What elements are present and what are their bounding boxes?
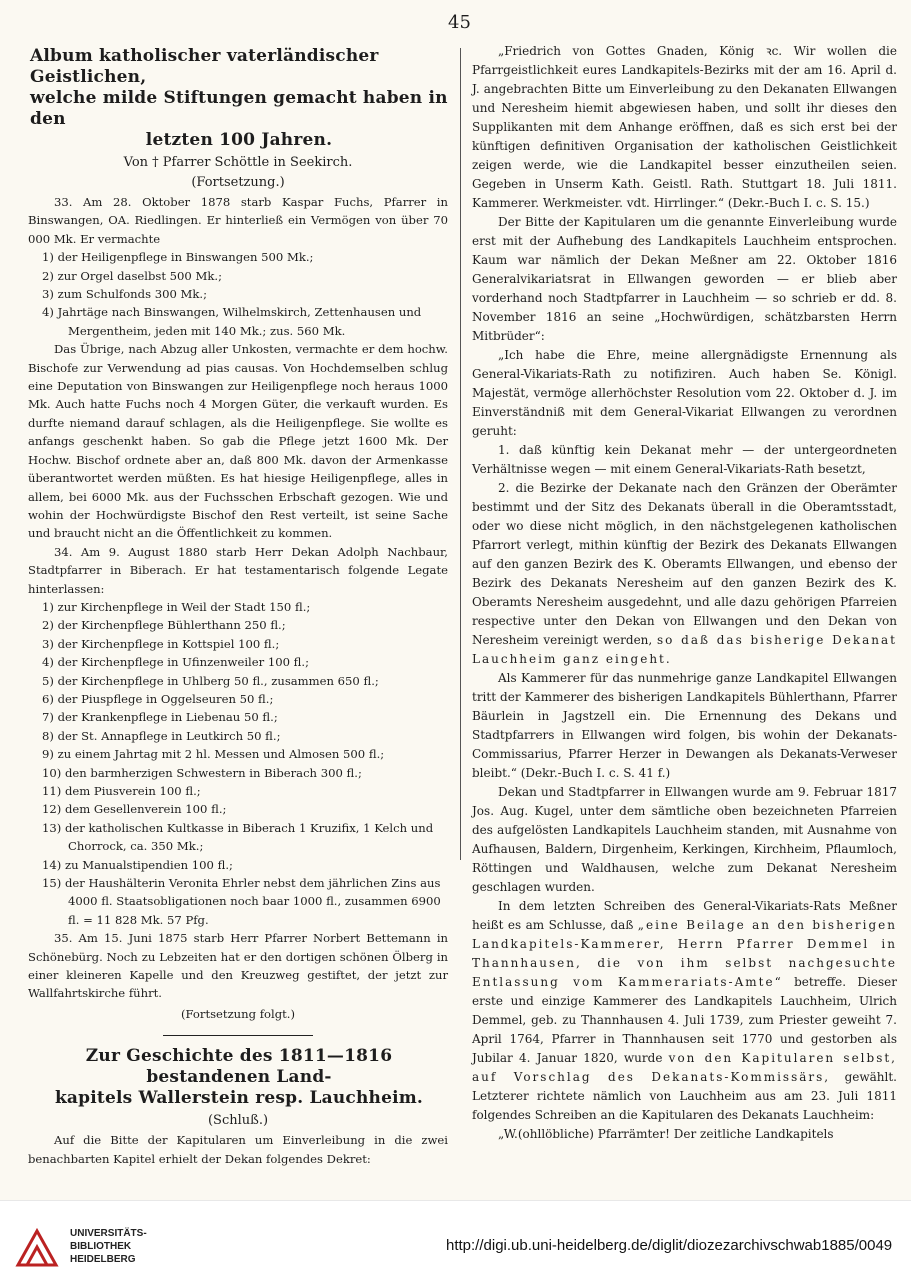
text-span: In dem letzten Schreiben des General-Vikariats-Rats Meßner heißt es am Schlusse, daß <box>472 899 897 932</box>
list-item: 8) der St. Annapflege in Leutkirch 50 fl.; <box>42 728 281 743</box>
list-item: 12) dem Gesellenverein 100 fl.; <box>42 802 227 817</box>
paragraph: Dekan und Stadtpfarrer in Ellwangen wurde am 9. Februar 1817 Jos. Aug. Kugel, unter dem sämtliche oben bezeichneten Pfarreien des aufgelösten Landkapitels Lauchheim standen, mit Ausnahme von Aufhausen, Baldern, Dirgenheim, Kerkingen, Kirchheim, Pflaumloch, Röttingen und Waldhausen, welche zum Dekanat Neresheim geschlagen wurden. <box>472 785 897 894</box>
library-name-line1: UNIVERSITÄTS- <box>70 1228 147 1239</box>
paragraph: Der Bitte der Kapitularen um die genannte Einverleibung wurde erst mit der Aufhebung des Landkapitels Lauchheim entsprochen. Kaum war nämlich der Dekan Meßner am 22. Oktober 1816 Generalvikariatsrat in Ellwangen geworden — er blieb aber vorderhand noch Stadtpfarrer in Lauchheim — so schrieb er dd. 8. November 1816 an seine „Hochwürdigen, schätzbarsten Herrn Mitbrüder“: <box>472 215 897 343</box>
history-article-title <box>30 1046 448 1109</box>
album-title-line1: Album katholischer vaterländischer Geistlichen, <box>30 46 379 87</box>
section-rule <box>163 1035 313 1036</box>
library-name <box>70 1227 147 1266</box>
paragraph: Als Kammerer für das nunmehrige ganze Landkapitel Ellwangen tritt der Kammerer des bisherigen Landkapitels Bühlerthann, Pfarrer Bäurlein in Jagstzell ein. Die Ernennung des Dekans und Stadtpfarrers in Ellwangen wird folgen, bis wohin der Dekanats-Commissarius, Pfarrer Herzer in Dewangen als Dekanats-Verweser bleibt.“ (Dekr.-Buch I. c. S. 41 f.) <box>472 671 897 780</box>
history-title-line2: kapitels Wallerstein resp. Lauchheim. <box>54 1088 424 1109</box>
page-number: 45 <box>448 12 471 33</box>
left-column <box>28 42 448 1168</box>
library-name-line3: HEIDELBERG <box>70 1254 136 1265</box>
album-title-line3: letzten 100 Jahren. <box>145 130 333 150</box>
list-item: 4) der Kirchenpflege in Ufinzenweiler 100 fl.; <box>42 655 309 670</box>
list-item: 5) der Kirchenpflege in Uhlberg 50 fl., zusammen 650 fl.; <box>42 673 379 688</box>
paragraph-34: 34. Am 9. August 1880 starb Herr Dekan Adolph Nachbaur, Stadtpfarrer in Biberach. Er hat testamentarisch folgende Legate hinterlassen: <box>28 544 448 596</box>
to-be-continued: (Fortsetzung folgt.) <box>180 1006 295 1021</box>
letter-paragraph: „Ich habe die Ehre, meine allergnädigste Ernennung als General-Vikariats-Rath zu notifiziren. Auch haben Se. Königl. Majestät, vermöge allerhöchster Resolution vom 22. Oktober d. J. im Einverständniß mit dem General-Vikariat Ellwangen zu verordnen geruht: <box>472 348 897 438</box>
text-span: betreffe. Dieser erste und einzige Kammerer des Landkapitels Lauchheim, Ulrich Demmel, geb. zu Thannhausen 4. Juli 1739, zum Priester geweiht 7. April 1764, Pfarrer in Thannhausen seit 1770 und gestorben als Jubilar 4. Januar 1820, wurde <box>472 975 897 1065</box>
permalink-url[interactable]: http://digi.ub.uni-heidelberg.de/diglit/diozezarchivschwab1885/0049 <box>446 1237 893 1254</box>
list-item: 2) zur Orgel daselbst 500 Mk.; <box>42 268 222 283</box>
letter-point-2-text: 2. die Bezirke der Dekanate nach den Gränzen der Oberämter bestimmt und der Sitz des Dekanats überall in die Oberamtsstadt, oder wo diese nicht möglich, in den nächstgelegenen katholischen Pfarrort verlegt, mithin künftig der Bezirk des Dekanats Ellwangen auf den ganzen Bezirk des K. Oberamts Ellwangen, und ebenso der Bezirk des Dekanats Neresheim auf den ganzen Bezirk des K. Oberamts Neresheim ausgedehnt, und alle dazu gehörigen Pfarreien respective unter den Dekan von Ellwangen und den Dekan von Neresheim vereinigt werden, <box>472 481 897 647</box>
list-item: 3) der Kirchenpflege in Kottspiel 100 fl.; <box>42 636 280 651</box>
list-34 <box>28 598 448 929</box>
university-library-logo-icon <box>14 1225 60 1271</box>
list-item: 6) der Piuspflege in Oggelseuren 50 fl.; <box>42 691 274 706</box>
footer-bar <box>0 1200 911 1287</box>
list-item: 11) dem Piusverein 100 fl.; <box>42 784 201 798</box>
paragraph-history-intro: Auf die Bitte der Kapitularen um Einverleibung in die zwei benachbarten Kapitel erhielt der Dekan folgendes Dekret: <box>28 1133 448 1166</box>
letter-point-2 <box>472 479 897 669</box>
list-33 <box>28 248 448 340</box>
album-article-title <box>30 46 448 151</box>
history-title-line1: Zur Geschichte des 1811—1816 bestandenen Land- <box>85 1046 393 1088</box>
library-name-line2: BIBLIOTHEK <box>70 1241 132 1252</box>
list-item: 4) Jahrtäge nach Binswangen, Wilhelmskirch, Zettenhausen und Mergentheim, jeden mit 140 Mk.; zus. 560 Mk. <box>42 305 422 338</box>
paragraph-demmel <box>472 897 897 1125</box>
column-divider <box>460 48 461 860</box>
text-span: gewählt. Letzterer richtete nämlich von Lauchheim aus am 23. Juli 1811 folgendes Schreiben an die Kapitularen des Dekanats Lauchheim: <box>472 1070 897 1122</box>
list-item: 7) der Krankenpflege in Liebenau 50 fl.; <box>42 710 278 725</box>
emphasis-span: von den Kapitularen selbst, auf Vorschlag des Dekanats-Kommissärs, <box>472 1051 897 1084</box>
byline: Von † Pfarrer Schöttle in Seekirch. <box>123 155 353 170</box>
list-item: 13) der katholischen Kultkasse in Biberach 1 Kruzifix, 1 Kelch und Chorrock, ca. 350 Mk.; <box>42 820 434 854</box>
right-column <box>472 42 897 1144</box>
list-item: 9) zu einem Jahrtag mit 2 hl. Messen und Almosen 500 fl.; <box>42 747 385 762</box>
continued-note: (Fortsetzung.) <box>191 175 285 190</box>
letter-point-1: 1. daß künftig kein Dekanat mehr — der untergeordneten Verhältnisse wegen — mit einem General-Vikariats-Rath besetzt, <box>472 443 897 476</box>
decree-paragraph: „Friedrich von Gottes Gnaden, König ꝛc. Wir wollen die Pfarrgeistlichkeit eures Landkapitels-Bezirks mit der am 16. April d. J. angebrachten Bitte um Einverleibung zu den Dekanaten Ellwangen und Neresheim hiemit abgewiesen haben, und sollt ihr dieses den Supplikanten mit dem Anhange eröffnen, daß es sich erst bei der künftigen definitiven Organisation der katholischen Geistlichkeit zeigen werde, wie die Landkapitel besser einzutheilen seien. Gegeben in Unserm Kath. Geistl. Rath. Stuttgart 18. Juli 1811. Kammerer. Werkmeister. vdt. Hirrlinger.“ (Dekr.-Buch I. c. S. 15.) <box>472 44 897 210</box>
paragraph-33: 33. Am 28. Oktober 1878 starb Kaspar Fuchs, Pfarrer in Binswangen, OA. Riedlingen. Er hinterließ ein Vermögen von über 70 000 Mk. Er vermachte <box>28 195 448 246</box>
album-title-line2: welche milde Stiftungen gemacht haben in den <box>30 88 448 129</box>
list-item: 2) der Kirchenpflege Bühlerthann 250 fl.; <box>42 618 286 633</box>
emphasis-span: „eine Beilage an den bisherigen Landkapitels-Kammerer, Herrn Pfarrer Demmel in Thannhausen, die von ihm selbst nachgesuchte Entlassung vom Kammerariats-Amte“ <box>472 918 897 989</box>
list-item: 3) zum Schulfonds 300 Mk.; <box>42 287 208 302</box>
list-item: 1) zur Kirchenpflege in Weil der Stadt 150 fl.; <box>42 599 311 614</box>
conclusion-note: (Schluß.) <box>207 1113 269 1129</box>
list-item: 15) der Haushälterin Veronita Ehrler nebst dem jährlichen Zins aus 4000 fl. Staatsobligationen noch baar 1000 fl., zusammen 6900 fl. = 11 828 Mk. 57 Pfg. <box>42 876 441 927</box>
list-item: 14) zu Manualstipendien 100 fl.; <box>42 857 233 872</box>
letter-point-2-emphasis: so daß das bisherige Dekanat Lauchheim ganz eingeht. <box>472 633 897 666</box>
list-item: 10) den barmherzigen Schwestern in Biberach 300 fl.; <box>42 765 362 780</box>
paragraph-33-continued: Das Übrige, nach Abzug aller Unkosten, vermachte er dem hochw. Bischofe zur Verwendung ad pias causas. Von Hochdemselben schlug eine Deputation von Binswangen zur Heiligenpflege noch heraus 1000 Mk. Auch hatte Fuchs noch 4 Morgen Güter, die verkauft wurden. Es durfte niemand darauf schlagen, als die Heiligenpflege. Sie wollte es anfangs geschenkt haben. So gab die Pflege jetzt 1600 Mk. Der Hochw. Bischof ordnete aber an, daß 800 Mk. davon der Armenkasse überantwortet werden müßten. Es hat hiesige Heiligenpflege, alles in allem, bei 6000 Mk. aus der Fuchsschen Erbschaft gezogen. Wie und wohin der Hochwürdigste Bischof den Rest verteilt, ist seine Sache und braucht nicht an die Öffentlichkeit zu kommen. <box>28 342 448 541</box>
paragraph-last: „W.(ohllöbliche) Pfarrämter! Der zeitliche Landkapitels <box>498 1127 834 1141</box>
list-item: 1) der Heiligenpflege in Binswangen 500 Mk.; <box>42 250 314 265</box>
paragraph-35: 35. Am 15. Juni 1875 starb Herr Pfarrer Norbert Bettemann in Schönebürg. Noch zu Lebzeiten hat er den dortigen schönen Ölberg in einer kleineren Kapelle und den Kreuzweg gestiftet, der jetzt zur Wallfahrtskirche führt. <box>28 931 448 1001</box>
